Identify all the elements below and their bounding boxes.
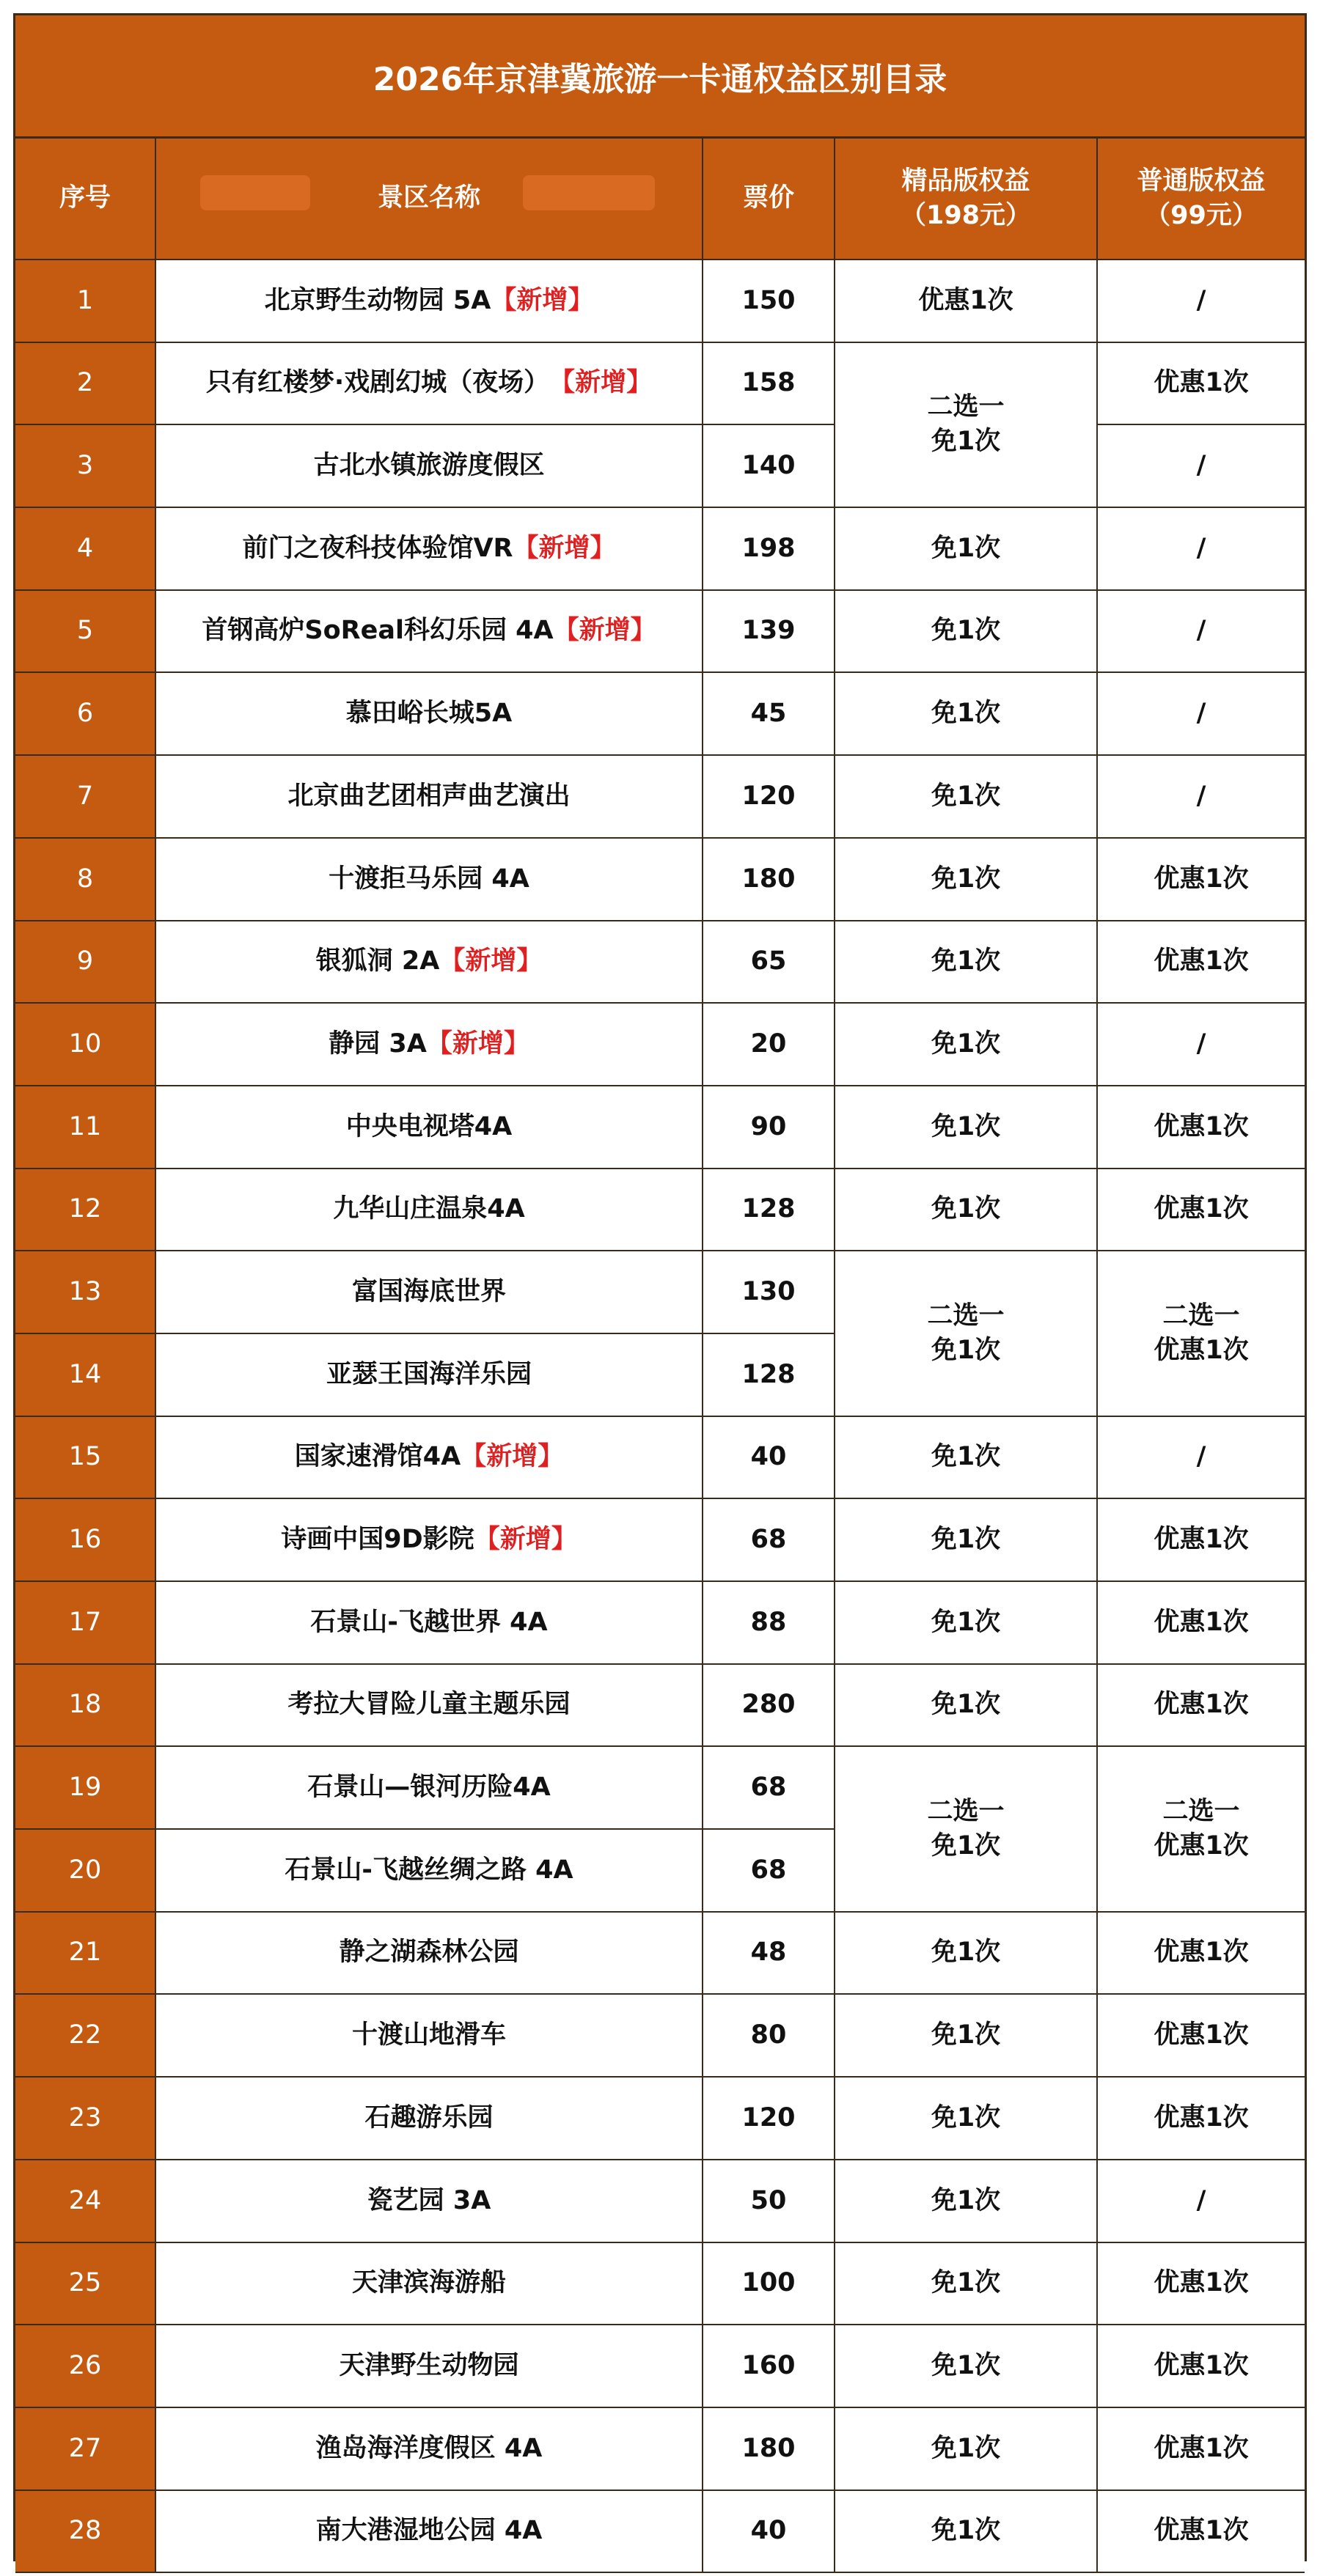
premium-benefit xyxy=(835,1747,1098,1912)
row-index xyxy=(15,756,156,839)
regular-benefit xyxy=(1098,673,1305,756)
scenic-spot-name xyxy=(156,508,703,591)
premium-benefit xyxy=(835,343,1098,508)
row-index-value: 25 xyxy=(68,2268,102,2298)
ticket-price-value: 140 xyxy=(741,451,796,481)
scenic-spot-name-text: 石趣游乐园 xyxy=(364,2102,494,2132)
row-index xyxy=(15,2243,156,2326)
ticket-price xyxy=(703,1582,835,1665)
premium-benefit xyxy=(835,2491,1098,2574)
header-premium-price: （198元） xyxy=(900,201,1032,230)
regular-benefit-line: 优惠1次 xyxy=(1154,1335,1249,1365)
new-tag: 【新增】 xyxy=(474,1525,577,1555)
regular-benefit-text: / xyxy=(1196,1442,1206,1472)
scenic-spot-name xyxy=(156,921,703,1004)
premium-benefit xyxy=(835,673,1098,756)
header-regular-label: 普通版权益 xyxy=(1137,166,1266,196)
row-index-value: 14 xyxy=(68,1359,102,1389)
ticket-price-value: 40 xyxy=(750,1442,787,1472)
premium-benefit xyxy=(835,1665,1098,1748)
row-index xyxy=(15,2325,156,2408)
ticket-price xyxy=(703,1004,835,1086)
premium-benefit-text: 免1次 xyxy=(931,533,1001,563)
ticket-price-value: 120 xyxy=(741,781,796,811)
row-index xyxy=(15,1169,156,1252)
ticket-price-value: 48 xyxy=(750,1937,787,1968)
scenic-spot-name xyxy=(156,2160,703,2243)
row-index-value: 17 xyxy=(68,1607,102,1637)
row-index xyxy=(15,425,156,508)
ticket-price-value: 180 xyxy=(741,864,796,894)
premium-benefit-text: 免1次 xyxy=(931,864,1001,894)
header-name xyxy=(156,139,703,260)
premium-benefit xyxy=(835,1913,1098,1995)
premium-benefit xyxy=(835,1995,1098,2078)
ticket-price xyxy=(703,2078,835,2160)
scenic-spot-name xyxy=(156,2325,703,2408)
row-index xyxy=(15,1995,156,2078)
premium-benefit-text: 免1次 xyxy=(931,1690,1001,1720)
scenic-spot-name-text: 慕田峪长城5A xyxy=(345,699,513,729)
scenic-spot-name xyxy=(156,2408,703,2491)
premium-benefit-line: 二选一 xyxy=(927,392,1005,422)
regular-benefit-text: / xyxy=(1196,699,1206,729)
scenic-spot-name xyxy=(156,260,703,343)
row-index-value: 9 xyxy=(76,946,94,976)
premium-benefit xyxy=(835,1582,1098,1665)
premium-benefit xyxy=(835,2160,1098,2243)
ticket-price-value: 160 xyxy=(741,2350,796,2380)
row-index-value: 24 xyxy=(68,2185,102,2215)
premium-benefit-text: 免1次 xyxy=(931,1194,1001,1224)
ticket-price xyxy=(703,425,835,508)
ticket-price xyxy=(703,1169,835,1252)
scenic-spot-name-text: 富国海底世界 xyxy=(351,1276,506,1306)
regular-benefit xyxy=(1098,1499,1305,1582)
regular-benefit-text: 优惠1次 xyxy=(1154,1937,1249,1968)
regular-benefit-text: / xyxy=(1196,285,1206,315)
scenic-spot-name-text: 北京野生动物园 5A xyxy=(264,285,491,315)
regular-benefit xyxy=(1098,425,1305,508)
scenic-spot-name-text: 十渡拒马乐园 4A xyxy=(329,864,529,894)
scenic-spot-name xyxy=(156,1747,703,1830)
row-index xyxy=(15,1417,156,1500)
row-index-value: 23 xyxy=(68,2102,102,2132)
row-index-value: 3 xyxy=(76,451,94,481)
scenic-spot-name xyxy=(156,1251,703,1334)
regular-benefit xyxy=(1098,2243,1305,2326)
ticket-price-value: 180 xyxy=(741,2433,796,2463)
regular-benefit-text: / xyxy=(1196,781,1206,811)
regular-benefit xyxy=(1098,921,1305,1004)
scenic-spot-name-text: 瓷艺园 3A xyxy=(367,2185,491,2215)
row-index-value: 5 xyxy=(76,616,94,646)
premium-benefit xyxy=(835,839,1098,921)
premium-benefit xyxy=(835,756,1098,839)
ticket-price xyxy=(703,1913,835,1995)
regular-benefit-text: 优惠1次 xyxy=(1154,2516,1249,2546)
scenic-spot-name xyxy=(156,1086,703,1169)
row-index-value: 28 xyxy=(68,2516,102,2546)
ticket-price xyxy=(703,591,835,674)
regular-benefit-text: 优惠1次 xyxy=(1154,2433,1249,2463)
header-regular-price: （99元） xyxy=(1145,201,1258,230)
scenic-spot-name xyxy=(156,591,703,674)
scenic-spot-name-text: 石景山—银河历险4A xyxy=(307,1773,551,1803)
premium-benefit-line: 免1次 xyxy=(931,427,1001,457)
ticket-price-value: 128 xyxy=(741,1359,796,1389)
premium-benefit-text: 免1次 xyxy=(931,2268,1001,2298)
premium-benefit-text: 免1次 xyxy=(931,2516,1001,2546)
ticket-price-value: 90 xyxy=(750,1111,787,1141)
scenic-spot-name-text: 天津滨海游船 xyxy=(351,2268,506,2298)
scenic-spot-name xyxy=(156,2243,703,2326)
scenic-spot-name xyxy=(156,1417,703,1500)
row-index xyxy=(15,2160,156,2243)
ticket-price xyxy=(703,2491,835,2574)
regular-benefit xyxy=(1098,1995,1305,2078)
row-index xyxy=(15,508,156,591)
premium-benefit-text: 免1次 xyxy=(931,1442,1001,1472)
ticket-price-value: 139 xyxy=(741,616,796,646)
regular-benefit-text: / xyxy=(1196,616,1206,646)
ticket-price xyxy=(703,2243,835,2326)
premium-benefit xyxy=(835,2325,1098,2408)
scenic-spot-name-text: 十渡山地滑车 xyxy=(351,2020,506,2050)
ticket-price xyxy=(703,2160,835,2243)
scenic-spot-name-text: 考拉大冒险儿童主题乐园 xyxy=(287,1690,571,1720)
row-index-value: 18 xyxy=(68,1690,102,1720)
scenic-spot-name xyxy=(156,673,703,756)
row-index-value: 4 xyxy=(76,533,94,563)
row-index-value: 11 xyxy=(68,1111,102,1141)
ticket-price xyxy=(703,2408,835,2491)
premium-benefit-text: 免1次 xyxy=(931,699,1001,729)
scenic-spot-name-text: 首钢高炉SoReal科幻乐园 4A xyxy=(202,616,554,646)
ticket-price xyxy=(703,673,835,756)
regular-benefit-text: 优惠1次 xyxy=(1154,2102,1249,2132)
scenic-spot-name xyxy=(156,839,703,921)
scenic-spot-name xyxy=(156,425,703,508)
header-premium-label: 精品版权益 xyxy=(901,166,1030,196)
regular-benefit-text: 优惠1次 xyxy=(1154,1690,1249,1720)
regular-benefit-text: / xyxy=(1196,451,1206,481)
premium-benefit xyxy=(835,591,1098,674)
row-index xyxy=(15,1830,156,1913)
regular-benefit-text: 优惠1次 xyxy=(1154,368,1249,398)
ticket-price-value: 88 xyxy=(750,1607,787,1637)
regular-benefit xyxy=(1098,1582,1305,1665)
scenic-spot-name xyxy=(156,1913,703,1995)
scenic-spot-name-text: 国家速滑馆4A xyxy=(294,1442,461,1472)
premium-benefit-text: 免1次 xyxy=(931,946,1001,976)
row-index xyxy=(15,921,156,1004)
ticket-price-value: 45 xyxy=(750,699,787,729)
premium-benefit xyxy=(835,260,1098,343)
ticket-price xyxy=(703,343,835,426)
row-index xyxy=(15,1086,156,1169)
regular-benefit xyxy=(1098,2160,1305,2243)
regular-benefit xyxy=(1098,1665,1305,1748)
table-title: 2026年京津冀旅游一卡通权益区别目录 xyxy=(15,15,1305,139)
regular-benefit-text: / xyxy=(1196,1028,1206,1059)
regular-benefit-line: 二选一 xyxy=(1162,1300,1240,1331)
scenic-spot-name-text: 石景山-飞越丝绸之路 4A xyxy=(285,1855,573,1885)
premium-benefit-text: 免1次 xyxy=(931,1028,1001,1059)
scenic-spot-name-text: 南大港湿地公园 4A xyxy=(315,2516,543,2546)
ticket-price-value: 65 xyxy=(750,946,787,976)
ticket-price xyxy=(703,756,835,839)
regular-benefit xyxy=(1098,1417,1305,1500)
regular-benefit xyxy=(1098,1004,1305,1086)
scenic-spot-name-text: 银狐洞 2A xyxy=(315,946,440,976)
scenic-spot-name xyxy=(156,1582,703,1665)
row-index xyxy=(15,2408,156,2491)
row-index-value: 13 xyxy=(68,1276,102,1306)
premium-benefit xyxy=(835,1499,1098,1582)
new-tag: 【新增】 xyxy=(549,368,653,398)
row-index-value: 20 xyxy=(68,1855,102,1885)
premium-benefit xyxy=(835,1004,1098,1086)
premium-benefit xyxy=(835,2243,1098,2326)
ticket-price xyxy=(703,1830,835,1913)
regular-benefit xyxy=(1098,1086,1305,1169)
premium-benefit-text: 免1次 xyxy=(931,781,1001,811)
premium-benefit-text: 优惠1次 xyxy=(918,285,1013,315)
premium-benefit xyxy=(835,1417,1098,1500)
regular-benefit-text: 优惠1次 xyxy=(1154,1525,1249,1555)
regular-benefit xyxy=(1098,343,1305,426)
scenic-spot-name-text: 亚瑟王国海洋乐园 xyxy=(326,1359,532,1389)
ticket-price-value: 50 xyxy=(750,2185,787,2215)
row-index-value: 15 xyxy=(68,1442,102,1472)
regular-benefit xyxy=(1098,591,1305,674)
premium-benefit-line: 免1次 xyxy=(931,1335,1001,1365)
regular-benefit xyxy=(1098,1169,1305,1252)
premium-benefit-text: 免1次 xyxy=(931,2102,1001,2132)
header-name-label: 景区名称 xyxy=(377,183,480,213)
row-index xyxy=(15,1251,156,1334)
row-index-value: 21 xyxy=(68,1937,102,1968)
regular-benefit xyxy=(1098,2491,1305,2574)
premium-benefit-text: 免1次 xyxy=(931,616,1001,646)
premium-benefit-text: 免1次 xyxy=(931,1607,1001,1637)
scenic-spot-name-text: 古北水镇旅游度假区 xyxy=(313,451,545,481)
ticket-price xyxy=(703,921,835,1004)
row-index xyxy=(15,260,156,343)
regular-benefit-text: 优惠1次 xyxy=(1154,2350,1249,2380)
scenic-spot-name-text: 只有红楼梦·戏剧幻城（夜场） xyxy=(205,368,550,398)
scenic-spot-name-text: 渔岛海洋度假区 4A xyxy=(315,2433,543,2463)
ticket-price xyxy=(703,1665,835,1748)
scenic-spot-name xyxy=(156,1830,703,1913)
row-index-value: 26 xyxy=(68,2350,102,2380)
row-index-value: 22 xyxy=(68,2020,102,2050)
regular-benefit xyxy=(1098,2408,1305,2491)
regular-benefit-line: 二选一 xyxy=(1162,1796,1240,1826)
ticket-price-value: 280 xyxy=(741,1690,796,1720)
row-index-value: 19 xyxy=(68,1773,102,1803)
premium-benefit xyxy=(835,921,1098,1004)
premium-benefit xyxy=(835,2078,1098,2160)
regular-benefit xyxy=(1098,839,1305,921)
premium-benefit-line: 免1次 xyxy=(931,1831,1001,1861)
scenic-spot-name-text: 北京曲艺团相声曲艺演出 xyxy=(287,781,571,811)
scenic-spot-name-text: 静园 3A xyxy=(329,1028,427,1059)
row-index xyxy=(15,2491,156,2574)
scenic-spot-name-text: 前门之夜科技体验馆VR xyxy=(242,533,513,563)
scenic-spot-name xyxy=(156,756,703,839)
ticket-price xyxy=(703,1086,835,1169)
row-index xyxy=(15,1582,156,1665)
new-tag: 【新增】 xyxy=(426,1028,529,1059)
regular-benefit-text: 优惠1次 xyxy=(1154,1607,1249,1637)
premium-benefit-line: 二选一 xyxy=(927,1300,1005,1331)
ticket-price-value: 100 xyxy=(741,2268,796,2298)
row-index xyxy=(15,591,156,674)
regular-benefit xyxy=(1098,508,1305,591)
regular-benefit xyxy=(1098,2078,1305,2160)
ticket-price-value: 198 xyxy=(741,533,796,563)
new-tag: 【新增】 xyxy=(491,285,594,315)
scenic-spot-name-text: 静之湖森林公园 xyxy=(339,1937,519,1968)
scenic-spot-name xyxy=(156,2078,703,2160)
premium-benefit xyxy=(835,508,1098,591)
new-tag: 【新增】 xyxy=(513,533,616,563)
ticket-price-value: 150 xyxy=(741,285,796,315)
regular-benefit xyxy=(1098,1747,1305,1912)
ticket-price-value: 68 xyxy=(750,1525,787,1555)
scenic-spot-name-text: 诗画中国9D影院 xyxy=(281,1525,474,1555)
row-index-value: 12 xyxy=(68,1194,102,1224)
row-index-value: 10 xyxy=(68,1028,102,1059)
regular-benefit xyxy=(1098,2325,1305,2408)
regular-benefit xyxy=(1098,260,1305,343)
blurred-region-right xyxy=(523,175,655,210)
ticket-price-value: 130 xyxy=(741,1276,796,1306)
scenic-spot-name xyxy=(156,1334,703,1417)
regular-benefit-text: 优惠1次 xyxy=(1154,1194,1249,1224)
regular-benefit-line: 优惠1次 xyxy=(1154,1831,1249,1861)
scenic-spot-name xyxy=(156,1665,703,1748)
regular-benefit xyxy=(1098,1913,1305,1995)
header-regular xyxy=(1098,139,1305,260)
row-index xyxy=(15,1913,156,1995)
premium-benefit xyxy=(835,1169,1098,1252)
scenic-spot-name xyxy=(156,343,703,426)
row-index-value: 7 xyxy=(76,781,94,811)
ticket-price xyxy=(703,1334,835,1417)
regular-benefit xyxy=(1098,756,1305,839)
regular-benefit-text: 优惠1次 xyxy=(1154,946,1249,976)
scenic-spot-name-text: 天津野生动物园 xyxy=(339,2350,519,2380)
new-tag: 【新增】 xyxy=(461,1442,564,1472)
premium-benefit-text: 免1次 xyxy=(931,2350,1001,2380)
ticket-price xyxy=(703,1995,835,2078)
scenic-spot-name xyxy=(156,1995,703,2078)
premium-benefit-text: 免1次 xyxy=(931,2185,1001,2215)
premium-benefit-text: 免1次 xyxy=(931,2433,1001,2463)
row-index xyxy=(15,839,156,921)
scenic-spot-name xyxy=(156,1499,703,1582)
new-tag: 【新增】 xyxy=(553,616,656,646)
ticket-price-value: 80 xyxy=(750,2020,787,2050)
scenic-spot-name-text: 石景山-飞越世界 4A xyxy=(310,1607,548,1637)
ticket-price xyxy=(703,260,835,343)
ticket-price-value: 68 xyxy=(750,1773,787,1803)
row-index-value: 27 xyxy=(68,2433,102,2463)
row-index xyxy=(15,1499,156,1582)
row-index xyxy=(15,1747,156,1830)
scenic-spot-name xyxy=(156,2491,703,2574)
premium-benefit-text: 免1次 xyxy=(931,1525,1001,1555)
premium-benefit-line: 二选一 xyxy=(927,1796,1005,1826)
header-premium xyxy=(835,139,1098,260)
regular-benefit-text: / xyxy=(1196,533,1206,563)
ticket-price-value: 68 xyxy=(750,1855,787,1885)
row-index xyxy=(15,2078,156,2160)
regular-benefit-text: 优惠1次 xyxy=(1154,2020,1249,2050)
premium-benefit-text: 免1次 xyxy=(931,1937,1001,1968)
row-index xyxy=(15,1334,156,1417)
scenic-spot-name-text: 九华山庄温泉4A xyxy=(333,1194,525,1224)
row-index xyxy=(15,673,156,756)
benefits-table-sheet xyxy=(13,13,1307,2561)
ticket-price-value: 120 xyxy=(741,2102,796,2132)
blurred-region-left xyxy=(200,175,310,210)
scenic-spot-name xyxy=(156,1169,703,1252)
premium-benefit-text: 免1次 xyxy=(931,2020,1001,2050)
premium-benefit xyxy=(835,1086,1098,1169)
row-index-value: 6 xyxy=(76,699,94,729)
regular-benefit-text: 优惠1次 xyxy=(1154,1111,1249,1141)
row-index xyxy=(15,343,156,426)
ticket-price xyxy=(703,2325,835,2408)
row-index-value: 1 xyxy=(76,285,94,315)
regular-benefit-text: 优惠1次 xyxy=(1154,2268,1249,2298)
ticket-price xyxy=(703,1251,835,1334)
ticket-price-value: 40 xyxy=(750,2516,787,2546)
ticket-price-value: 128 xyxy=(741,1194,796,1224)
row-index-value: 16 xyxy=(68,1525,102,1555)
regular-benefit xyxy=(1098,1251,1305,1416)
row-index-value: 8 xyxy=(76,864,94,894)
benefits-table xyxy=(15,139,1305,2559)
premium-benefit xyxy=(835,1251,1098,1416)
new-tag: 【新增】 xyxy=(439,946,543,976)
row-index xyxy=(15,1004,156,1086)
scenic-spot-name-text: 中央电视塔4A xyxy=(345,1111,513,1141)
regular-benefit-text: 优惠1次 xyxy=(1154,864,1249,894)
premium-benefit-text: 免1次 xyxy=(931,1111,1001,1141)
header-index: 序号 xyxy=(15,139,156,260)
ticket-price xyxy=(703,1417,835,1500)
ticket-price xyxy=(703,508,835,591)
ticket-price xyxy=(703,1499,835,1582)
premium-benefit xyxy=(835,2408,1098,2491)
ticket-price xyxy=(703,839,835,921)
row-index-value: 2 xyxy=(76,368,94,398)
header-price: 票价 xyxy=(703,139,835,260)
row-index xyxy=(15,1665,156,1748)
scenic-spot-name xyxy=(156,1004,703,1086)
regular-benefit-text: / xyxy=(1196,2185,1206,2215)
ticket-price-value: 158 xyxy=(741,368,796,398)
ticket-price xyxy=(703,1747,835,1830)
ticket-price-value: 20 xyxy=(750,1028,787,1059)
